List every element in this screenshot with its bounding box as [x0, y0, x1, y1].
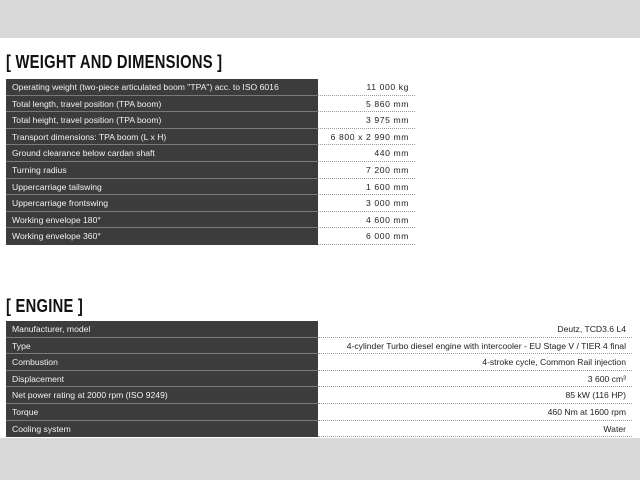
weight-dimensions-heading: [ WEIGHT AND DIMENSIONS ] — [6, 52, 223, 72]
row-value: 4-stroke cycle, Common Rail injection — [318, 354, 632, 371]
table-row — [6, 354, 632, 371]
row-label: Type — [6, 338, 318, 355]
row-label: Cooling system — [6, 421, 318, 438]
row-label: Working envelope 180° — [6, 212, 318, 229]
row-value: 440 mm — [318, 145, 415, 162]
table-row — [6, 162, 415, 179]
row-label: Turning radius — [6, 162, 318, 179]
row-value: 460 Nm at 1600 rpm — [318, 404, 632, 421]
engine-heading: [ ENGINE ] — [6, 296, 84, 316]
table-row — [6, 145, 415, 162]
table-row — [6, 129, 415, 146]
table-row — [6, 96, 415, 113]
table-row — [6, 371, 632, 388]
spec-sheet — [0, 38, 640, 438]
weight-dimensions-table — [6, 79, 415, 245]
row-label: Total length, travel position (TPA boom) — [6, 96, 318, 113]
table-row — [6, 112, 415, 129]
row-value: 4-cylinder Turbo diesel engine with intercooler - EU Stage V / TIER 4 final — [318, 338, 632, 355]
row-label: Net power rating at 2000 rpm (ISO 9249) — [6, 387, 318, 404]
row-value: 6 000 mm — [318, 228, 415, 245]
table-row — [6, 321, 632, 338]
table-row — [6, 421, 632, 438]
row-label: Operating weight (two-piece articulated boom "TPA") acc. to ISO 6016 — [6, 79, 318, 96]
row-value: Deutz, TCD3.6 L4 — [318, 321, 632, 338]
row-label: Total height, travel position (TPA boom) — [6, 112, 318, 129]
row-value: 7 200 mm — [318, 162, 415, 179]
row-value: 11 000 kg — [318, 79, 415, 96]
row-label: Ground clearance below cardan shaft — [6, 145, 318, 162]
table-row — [6, 179, 415, 196]
row-label: Uppercarriage tailswing — [6, 179, 318, 196]
row-label: Transport dimensions: TPA boom (L x H) — [6, 129, 318, 146]
row-value: 3 000 mm — [318, 195, 415, 212]
table-row — [6, 228, 415, 245]
engine-table — [6, 321, 632, 437]
row-value: 85 kW (116 HP) — [318, 387, 632, 404]
row-label: Manufacturer, model — [6, 321, 318, 338]
row-value: 3 600 cm³ — [318, 371, 632, 388]
row-value: 5 860 mm — [318, 96, 415, 113]
table-row — [6, 404, 632, 421]
row-label: Torque — [6, 404, 318, 421]
row-value: 1 600 mm — [318, 179, 415, 196]
row-label: Uppercarriage frontswing — [6, 195, 318, 212]
table-row — [6, 212, 415, 229]
row-value: 6 800 x 2 990 mm — [318, 129, 415, 146]
row-value: Water — [318, 421, 632, 438]
row-label: Displacement — [6, 371, 318, 388]
row-label: Combustion — [6, 354, 318, 371]
table-row — [6, 79, 415, 96]
table-row — [6, 387, 632, 404]
row-value: 4 600 mm — [318, 212, 415, 229]
table-row — [6, 195, 415, 212]
row-value: 3 975 mm — [318, 112, 415, 129]
table-row — [6, 338, 632, 355]
row-label: Working envelope 360° — [6, 228, 318, 245]
